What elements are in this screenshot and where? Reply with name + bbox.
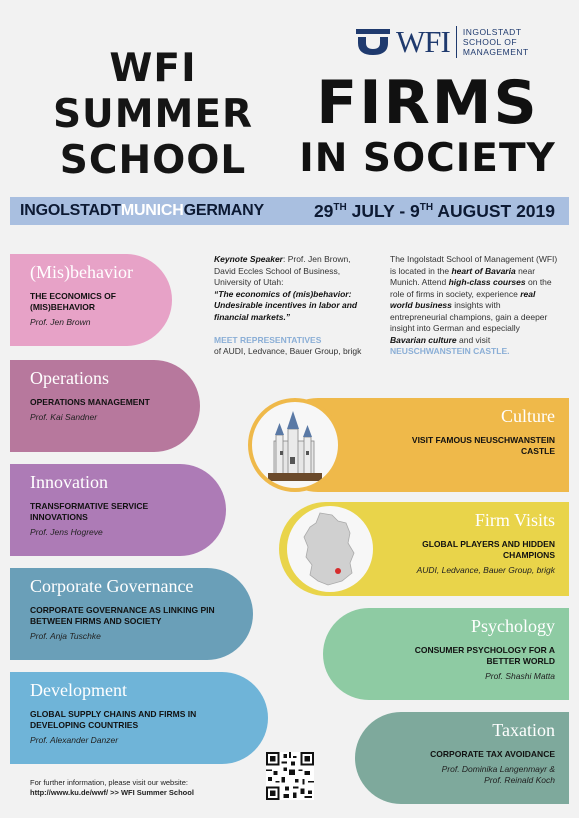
module-psychology: Psychology CONSUMER PSYCHOLOGY FOR A BETTER WORLD Prof. Shashi Matta [323,608,569,700]
germany-map [283,502,377,596]
location-date-band [10,197,569,225]
keynote-text: Keynote Speaker: Prof. Jen Brown, David Eccles School of Business, University of Utah: “The economics of (mis)behavior: Undesirable incentives in labor and financial markets.” MEET REPRESENTATIVES of AUDI, Ledvance, Bauer Group, brigk [214,254,362,356]
module-innovation: Innovation TRANSFORMATIVE SERVICE INNOVATIONS Prof. Jens Hogreve [10,464,226,556]
germany-map-icon [298,511,362,587]
university-seal-icon [356,29,390,55]
castle-icon [260,407,330,483]
module-operations: Operations OPERATIONS MANAGEMENT Prof. Kai Sandner [10,360,200,452]
about-text: The Ingolstadt School of Management (WFI) is located in the heart of Bavaria near Munich. Attend high-class courses on the role of firms in society, experience real world business insights with entrepreneurial champions, gain a deeper insight into German and especially Bavarian culture and visit NEUSCHWANSTEIN CASTLE. [390,254,558,356]
wfi-wordmark [396,24,450,60]
module-misbehavior: (Mis)behavior THE ECONOMICS OF (MIS)BEHAVIOR Prof. Jen Brown [10,254,172,346]
module-firm-visits: Firm Visits GLOBAL PLAYERS AND HIDDEN CHAMPIONS AUDI, Ledvance, Bauer Group, brigk [279,502,569,596]
footer-info: For further information, please visit our website: http://www.ku.de/wwf/ >> WFI Summer School [30,778,260,798]
wfi-mark-text: WFI [396,24,450,59]
wfi-logo [356,24,566,60]
qr-code-icon[interactable] [266,752,314,800]
cities: INGOLSTADTMUNICHGERMANY [20,202,264,219]
module-culture: Culture VISIT FAMOUS NEUSCHWANSTEIN CASTLE [271,398,569,492]
module-development: Development GLOBAL SUPPLY CHAINS AND FIRMS IN DEVELOPING COUNTRIES Prof. Alexander Danzer [10,672,268,764]
module-taxation: Taxation CORPORATE TAX AVOIDANCE Prof. Dominika Langenmayr & Prof. Reinald Koch [355,712,569,804]
title-wfi-summer-school: WFI SUMMER SCHOOL [52,46,254,183]
title-firms-in-society: FIRMS IN SOCIETY [299,68,556,181]
castle-illustration [248,398,342,492]
dates: 29TH JULY - 9TH AUGUST 2019 [313,200,555,221]
module-corporate-governance: Corporate Governance CORPORATE GOVERNANCE AS LINKING PIN BETWEEN FIRMS AND SOCIETY Prof. Anja Tuschke [10,568,253,660]
school-name: INGOLSTADT SCHOOL OF MANAGEMENT [462,27,529,57]
website-link[interactable]: http://www.ku.de/wwf/ >> WFI Summer School [30,788,194,797]
